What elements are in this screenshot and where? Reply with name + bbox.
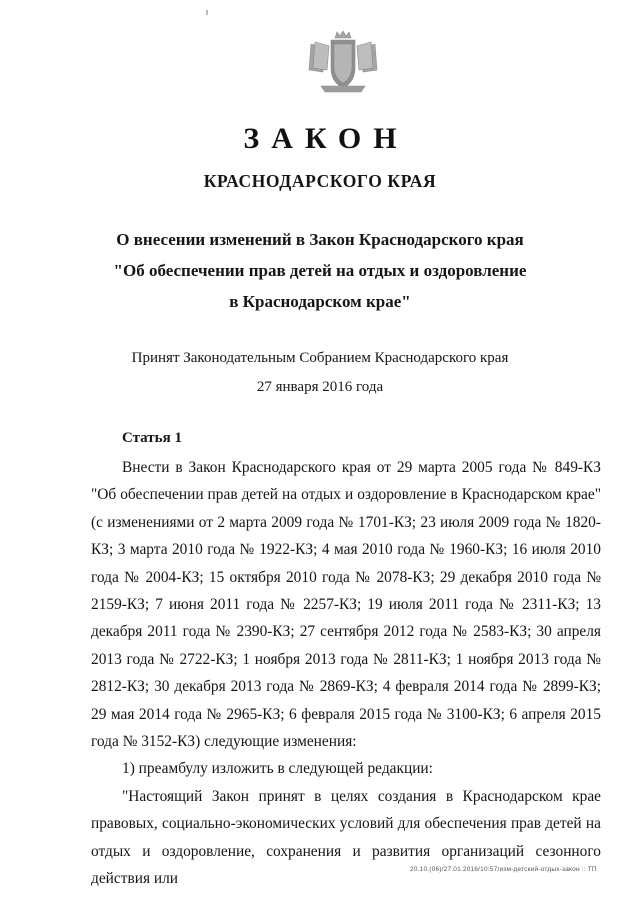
law-title: ЗАКОН	[243, 122, 409, 155]
file-stamp: 20.10.(06)/27.01.2016/10:57/изм-детский-отдых-закон :: ТП	[410, 866, 597, 873]
article-paragraph: 1) преамбулу изложить в следующей редакции:	[122, 760, 433, 778]
coat-of-arms-icon	[301, 30, 385, 96]
subject-line: "Об обеспечении прав детей на отдых и оздоровление	[113, 261, 527, 280]
adopted-date: 27 января 2016 года	[256, 379, 384, 395]
adoption-info	[0, 344, 640, 402]
article-body	[91, 454, 601, 893]
law-subject	[0, 224, 640, 317]
region-name: КРАСНОДАРСКОГО КРАЯ	[203, 171, 437, 191]
adopted-by: Принят Законодательным Собранием Краснодарского края	[131, 350, 509, 366]
article-paragraph: Внести в Закон Краснодарского края от 29 марта 2005 года № 849-КЗ "Об обеспечении прав детей на отдых и оздоровление в Краснодарском крае" (с изменениями от 2 марта 2009 года № 1701-КЗ; 23 июля 2009 года № 1820-КЗ; 3 марта 2010 года № 1922-КЗ; 4 мая 2010 года № 1960-КЗ; 16 июля 2010 года № 2004-КЗ; 15 октября 2010 года № 2078-КЗ; 29 декабря 2010 года № 2159-КЗ; 7 июня 2011 года № 2257-КЗ; 19 июля 2011 года № 2311-КЗ; 13 декабря 2011 года № 2390-КЗ; 27 сентября 2012 года № 2583-КЗ; 30 апреля 2013 года № 2722-КЗ; 1 ноября 2013 года № 2811-КЗ; 1 ноября 2013 года № 2812-КЗ; 30 декабря 2013 года № 2869-КЗ; 4 февраля 2014 года № 2899-КЗ; 29 мая 2014 года № 2965-КЗ; 6 февраля 2015 года № 3100-КЗ; 6 апреля 2015 года № 3152-КЗ) следующие изменения:	[91, 459, 601, 751]
subject-line: в Краснодарском крае"	[229, 292, 411, 311]
scan-speck	[206, 10, 208, 15]
article-title: Статья 1	[122, 430, 182, 446]
subject-line: О внесении изменений в Закон Краснодарского края	[116, 230, 524, 249]
article-paragraph: "Настоящий Закон принят в целях создания в Краснодарском крае правовых, социально-экономических условий для обеспечения прав детей на отдых и оздоровление, сохранения и развития организаций сезонного действия или	[91, 787, 601, 888]
